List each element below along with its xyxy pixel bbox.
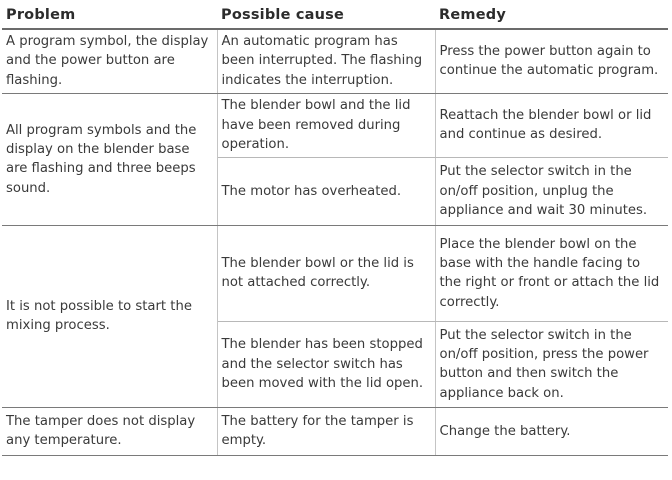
problem-cell: A program symbol, the display and the power button are flashing. — [2, 29, 217, 94]
troubleshooting-table — [2, 3, 668, 456]
header-remedy: Remedy — [435, 3, 668, 29]
cause-cell: The blender bowl and the lid have been removed during operation. — [217, 94, 435, 158]
problem-cell: All program symbols and the display on the blender base are flashing and three beeps sound. — [2, 94, 217, 226]
header-cause: Possible cause — [217, 3, 435, 29]
table-row — [2, 408, 668, 456]
remedy-cell: Put the selector switch in the on/off position, unplug the appliance and wait 30 minutes. — [435, 158, 668, 226]
table-header-row — [2, 3, 668, 29]
remedy-cell: Change the battery. — [435, 408, 668, 456]
cause-cell: The battery for the tamper is empty. — [217, 408, 435, 456]
cause-cell: The motor has overheated. — [217, 158, 435, 226]
remedy-cell: Reattach the blender bowl or lid and continue as desired. — [435, 94, 668, 158]
table-row — [2, 94, 668, 158]
table-row — [2, 226, 668, 322]
header-problem: Problem — [2, 3, 217, 29]
remedy-cell: Place the blender bowl on the base with the handle facing to the right or front or attach the lid correctly. — [435, 226, 668, 322]
cause-cell: The blender has been stopped and the selector switch has been moved with the lid open. — [217, 322, 435, 408]
problem-cell: The tamper does not display any temperature. — [2, 408, 217, 456]
cause-cell: An automatic program has been interrupted. The flashing indicates the interruption. — [217, 29, 435, 94]
cause-cell: The blender bowl or the lid is not attached correctly. — [217, 226, 435, 322]
remedy-cell: Press the power button again to continue the automatic program. — [435, 29, 668, 94]
table-row — [2, 29, 668, 94]
remedy-cell: Put the selector switch in the on/off position, press the power button and then switch the appliance back on. — [435, 322, 668, 408]
problem-cell: It is not possible to start the mixing process. — [2, 226, 217, 408]
